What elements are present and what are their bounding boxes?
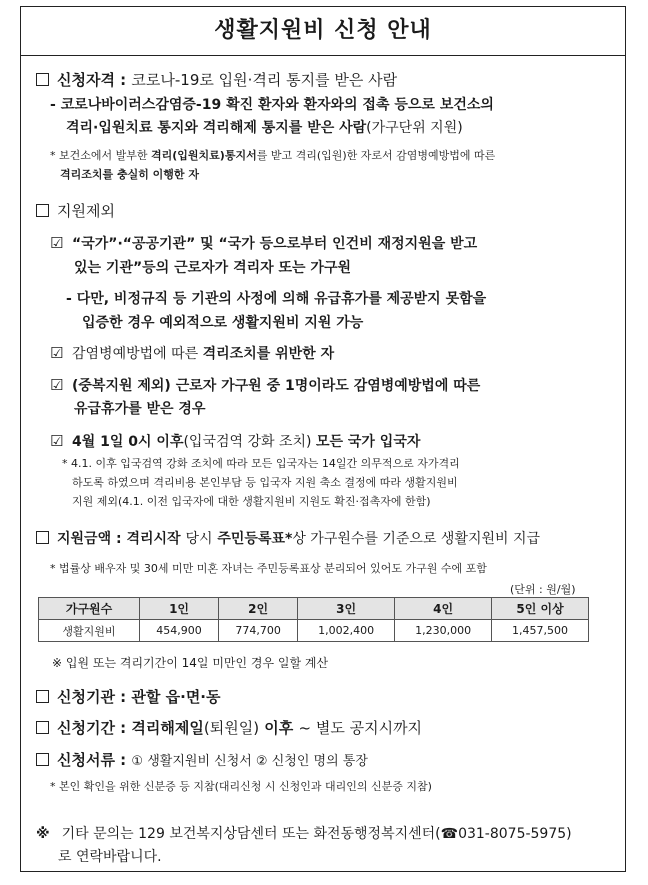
table-header-row	[39, 598, 589, 620]
eligibility-note-line1: * 보건소에서 발부한 격리(입원치료)통지서를 받고 격리(입원)한 자로서 감염병예방법에 따른	[50, 149, 496, 162]
exclusion-item1-line2: 있는 기관”등의 근로자가 격리자 또는 가구원	[74, 260, 352, 276]
checkbox-checked-icon: ☑	[50, 234, 64, 252]
exclusion-item1-dash-line2: 입증한 경우 예외적으로 생활지원비 지원 가능	[82, 315, 364, 331]
table-header-cell: 2인	[219, 598, 298, 620]
table-header-cell: 가구원수	[39, 598, 140, 620]
checkbox-checked-icon: ☑	[50, 344, 64, 362]
documents-note: * 본인 확인을 위한 신분증 등 지참(대리신청 시 신청인과 대리인의 신분증 지참)	[50, 780, 432, 793]
table-cell: 1,002,400	[298, 620, 395, 642]
dash-mark: -	[66, 291, 72, 307]
exclusion-item4-note-line2: 하도록 하였으며 격리비용 본인부담 등 입국자 지원 축소 결정에 따라 생활지원비	[72, 476, 458, 489]
checkbox-empty-icon	[36, 73, 49, 86]
eligibility-note-line2: 격리조치를 충실히 이행한 자	[60, 168, 199, 181]
table-header-cell: 4인	[395, 598, 492, 620]
asterisk-mark: *	[50, 780, 56, 793]
exclusion-item1-dash-line1: - 다만, 비정규직 등 기관의 사정에 의해 유급휴가를 제공받지 못함을	[66, 291, 487, 307]
table-cell: 1,230,000	[395, 620, 492, 642]
documents-heading: 신청서류 : ① 생활지원비 신청서 ② 신청인 명의 통장	[36, 748, 648, 774]
asterisk-mark: *	[50, 149, 56, 162]
table-header-cell: 5인 이상	[492, 598, 589, 620]
table-header-cell: 3인	[298, 598, 395, 620]
page-title: 생활지원비 신청 안내	[20, 6, 626, 56]
exclusion-item4: ☑ 4월 1일 0시 이후(입국검역 강화 조치) 모든 국가 입국자	[50, 429, 648, 454]
checkbox-empty-icon	[36, 204, 49, 217]
amount-note: * 법률상 배우자 및 30세 미만 미혼 자녀는 주민등록표상 분리되어 있어도 가구원 수에 포함	[50, 562, 487, 575]
table-cell: 454,900	[140, 620, 219, 642]
table-cell: 생활지원비	[39, 620, 140, 642]
table-cell: 774,700	[219, 620, 298, 642]
dash-mark: -	[50, 97, 56, 113]
table-header-cell: 1인	[140, 598, 219, 620]
checkbox-empty-icon	[36, 531, 49, 544]
footer-line1: ※ 기타 문의는 129 보건복지상담센터 또는 화전동행정복지센터(☎031-8075-5975)	[36, 826, 572, 842]
amount-table	[38, 597, 589, 642]
exclusion-item1-line1: ☑ “국가”·“공공기관” 및 “국가 등으로부터 인건비 재정지원을 받고	[50, 231, 648, 256]
footer-line2: 로 연락바랍니다.	[58, 849, 162, 865]
amount-unit: (단위 : 원/월)	[510, 583, 576, 596]
reference-mark: ※	[36, 826, 50, 842]
exclusion-item3-line1: ☑ (중복지원 제외) 근로자 가구원 중 1명이라도 감염병예방법에 따른	[50, 373, 648, 398]
exclusion-item2: ☑ 감염병예방법에 따른 격리조치를 위반한 자	[50, 341, 648, 366]
checkbox-checked-icon: ☑	[50, 432, 64, 450]
agency-heading: 신청기관 : 관할 읍·면·동	[36, 685, 648, 709]
exclusion-item4-note-line1: * 4.1. 이후 입국검역 강화 조치에 따라 모든 입국자는 14일간 의무적으로 자가격리	[62, 457, 460, 470]
table-row	[39, 620, 589, 642]
eligibility-text: 코로나-19로 입원·격리 통지를 받은 사람	[131, 71, 398, 89]
checkbox-checked-icon: ☑	[50, 376, 64, 394]
exclusion-heading: 지원제외	[36, 199, 648, 223]
checkbox-empty-icon	[36, 753, 49, 766]
table-cell: 1,457,500	[492, 620, 589, 642]
exclusion-item4-note-line3: 지원 제외(4.1. 이전 입국자에 대한 생활지원비 지원도 확진·접촉자에 한함)	[72, 495, 431, 508]
eligibility-heading	[36, 68, 648, 92]
checkbox-empty-icon	[36, 690, 49, 703]
checkbox-empty-icon	[36, 721, 49, 734]
eligibility-dash-line2: 격리·입원치료 통지와 격리해제 통지를 받은 사람(가구단위 지원)	[66, 120, 463, 136]
asterisk-mark: *	[62, 457, 68, 470]
amount-heading: 지원금액 : 격리시작 당시 주민등록표*상 가구원수를 기준으로 생활지원비 지급	[36, 527, 648, 551]
exclusion-item3-line2: 유급휴가를 받은 경우	[74, 401, 206, 417]
period-heading: 신청기간 : 격리해제일(퇴원일) 이후 ~ 별도 공지시까지	[36, 716, 648, 740]
amount-after-note: ※ 입원 또는 격리기간이 14일 미만인 경우 일할 계산	[52, 656, 329, 670]
asterisk-mark: *	[50, 562, 56, 575]
eligibility-dash-line1: - 코로나바이러스감염증-19 확진 환자와 환자와의 접촉 등으로 보건소의	[50, 97, 494, 113]
eligibility-label: 신청자격 :	[57, 71, 127, 89]
